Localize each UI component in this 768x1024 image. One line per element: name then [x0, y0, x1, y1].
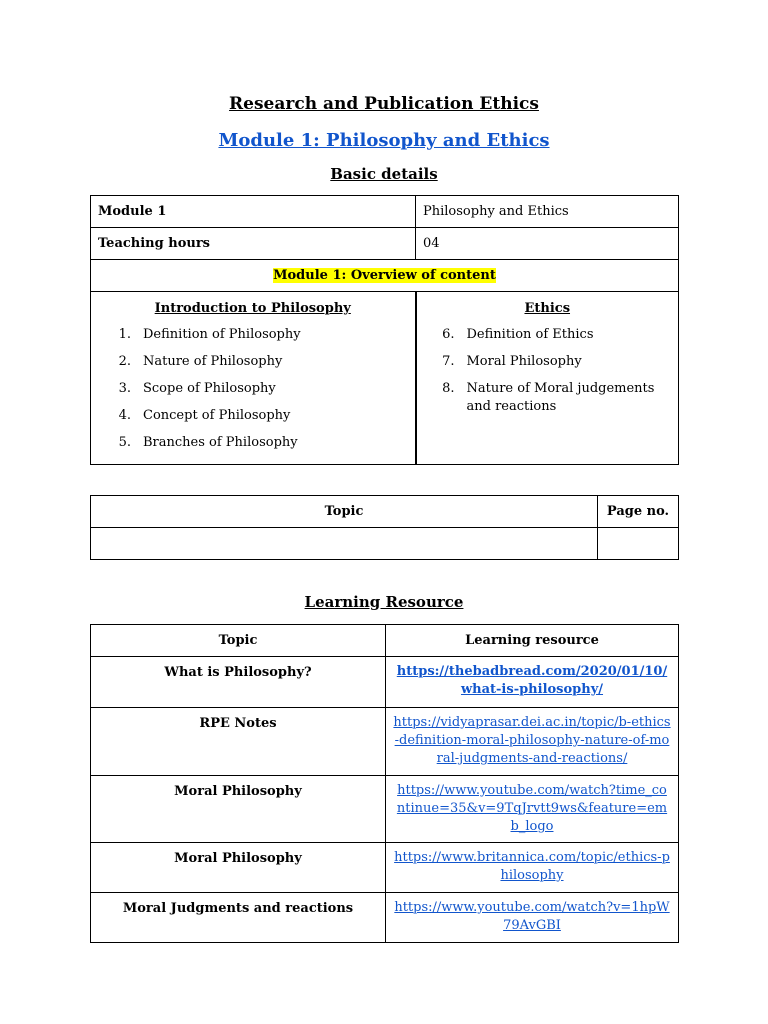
- table-row: [91, 528, 679, 560]
- list-item-number: 1.: [118, 327, 131, 342]
- resources-link-header: Learning resource: [386, 625, 679, 657]
- resource-topic: RPE Notes: [91, 708, 386, 776]
- list-item-text: Moral Philosophy: [466, 354, 582, 369]
- table-row: [91, 776, 679, 843]
- list-item-number: 2.: [118, 354, 131, 369]
- topic-page-table: [90, 495, 679, 560]
- resource-link-cell: [386, 776, 679, 843]
- ethics-topic-item: [417, 380, 679, 414]
- philosophy-topics-cell: [91, 292, 416, 465]
- philosophy-topic-item: [91, 407, 415, 434]
- resource-topic: Moral Judgments and reactions: [91, 893, 386, 943]
- resource-topic: Moral Philosophy: [91, 843, 386, 893]
- resource-link[interactable]: https://www.britannica.com/topic/ethics-philosophy: [394, 850, 670, 883]
- list-item-text: Concept of Philosophy: [143, 408, 291, 423]
- toc-topic-header: Topic: [91, 496, 598, 528]
- resource-link-cell: [386, 893, 679, 943]
- teaching-hours-label: Teaching hours: [91, 228, 416, 260]
- list-item-text: Scope of Philosophy: [143, 381, 276, 396]
- philosophy-topic-item: [91, 353, 415, 380]
- teaching-hours-value: 04: [416, 228, 679, 260]
- overview-row: [91, 260, 679, 292]
- list-item-number: 4.: [118, 408, 131, 423]
- list-item-text: Definition of Ethics: [466, 327, 594, 342]
- table-row: [91, 260, 679, 292]
- table-row: [91, 196, 679, 228]
- module-value: Philosophy and Ethics: [416, 196, 679, 228]
- philosophy-topics-heading: Introduction to Philosophy: [154, 301, 351, 316]
- list-item-text: Definition of Philosophy: [143, 327, 301, 342]
- resource-topic: What is Philosophy?: [91, 657, 386, 708]
- module-title: Module 1: Philosophy and Ethics: [218, 130, 550, 151]
- list-item-text: Nature of Philosophy: [143, 354, 283, 369]
- ethics-topics-cell: [416, 292, 679, 465]
- table-row: [91, 292, 679, 465]
- list-item-number: 8.: [442, 381, 455, 396]
- resource-link[interactable]: https://www.youtube.com/watch?v=1hpW79AvGBI: [394, 900, 670, 933]
- list-item-number: 3.: [118, 381, 131, 396]
- learning-resources-body: [91, 657, 679, 943]
- toc-page-cell: [598, 528, 679, 560]
- list-item-text: Nature of Moral judgements and reactions: [466, 381, 655, 414]
- resource-link[interactable]: https://thebadbread.com/2020/01/10/what-is-philosophy/: [396, 664, 668, 697]
- module-label: Module 1: [91, 196, 416, 228]
- philosophy-topics-list: [91, 326, 415, 461]
- learning-resources-table: [90, 624, 679, 943]
- table-row: [91, 708, 679, 776]
- toc-topic-cell: [91, 528, 598, 560]
- resource-link-cell: [386, 657, 679, 708]
- ethics-topics-heading: Ethics: [524, 301, 571, 316]
- overview-heading: Module 1: Overview of content: [273, 268, 496, 283]
- resource-link-cell: [386, 843, 679, 893]
- table-row: [91, 625, 679, 657]
- basic-details-heading: Basic details: [330, 165, 438, 183]
- resource-topic: Moral Philosophy: [91, 776, 386, 843]
- toc-page-header: Page no.: [598, 496, 679, 528]
- resource-link-cell: [386, 708, 679, 776]
- list-item-number: 6.: [442, 327, 455, 342]
- learning-resource-heading: Learning Resource: [304, 593, 464, 611]
- basic-details-table: [90, 195, 679, 465]
- ethics-topics-list: [417, 326, 679, 414]
- table-row: [91, 496, 679, 528]
- table-row: [91, 893, 679, 943]
- list-item-number: 7.: [442, 354, 455, 369]
- ethics-topic-item: [417, 326, 679, 353]
- philosophy-topic-item: [91, 326, 415, 353]
- philosophy-topic-item: [91, 380, 415, 407]
- resources-topic-header: Topic: [91, 625, 386, 657]
- list-item-text: Branches of Philosophy: [143, 435, 298, 450]
- ethics-topic-item: [417, 353, 679, 380]
- resource-link[interactable]: https://vidyaprasar.dei.ac.in/topic/b-ethics-definition-moral-philosophy-nature-of-moral-judgments-and-reactions/: [393, 715, 671, 766]
- table-row: [91, 843, 679, 893]
- resource-link[interactable]: https://www.youtube.com/watch?time_continue=35&v=9TqJrvtt9ws&feature=emb_logo: [396, 783, 668, 834]
- table-row: [91, 228, 679, 260]
- list-item-number: 5.: [118, 435, 131, 450]
- philosophy-topic-item: [91, 434, 415, 461]
- table-row: [91, 657, 679, 708]
- document-title: Research and Publication Ethics: [229, 94, 539, 114]
